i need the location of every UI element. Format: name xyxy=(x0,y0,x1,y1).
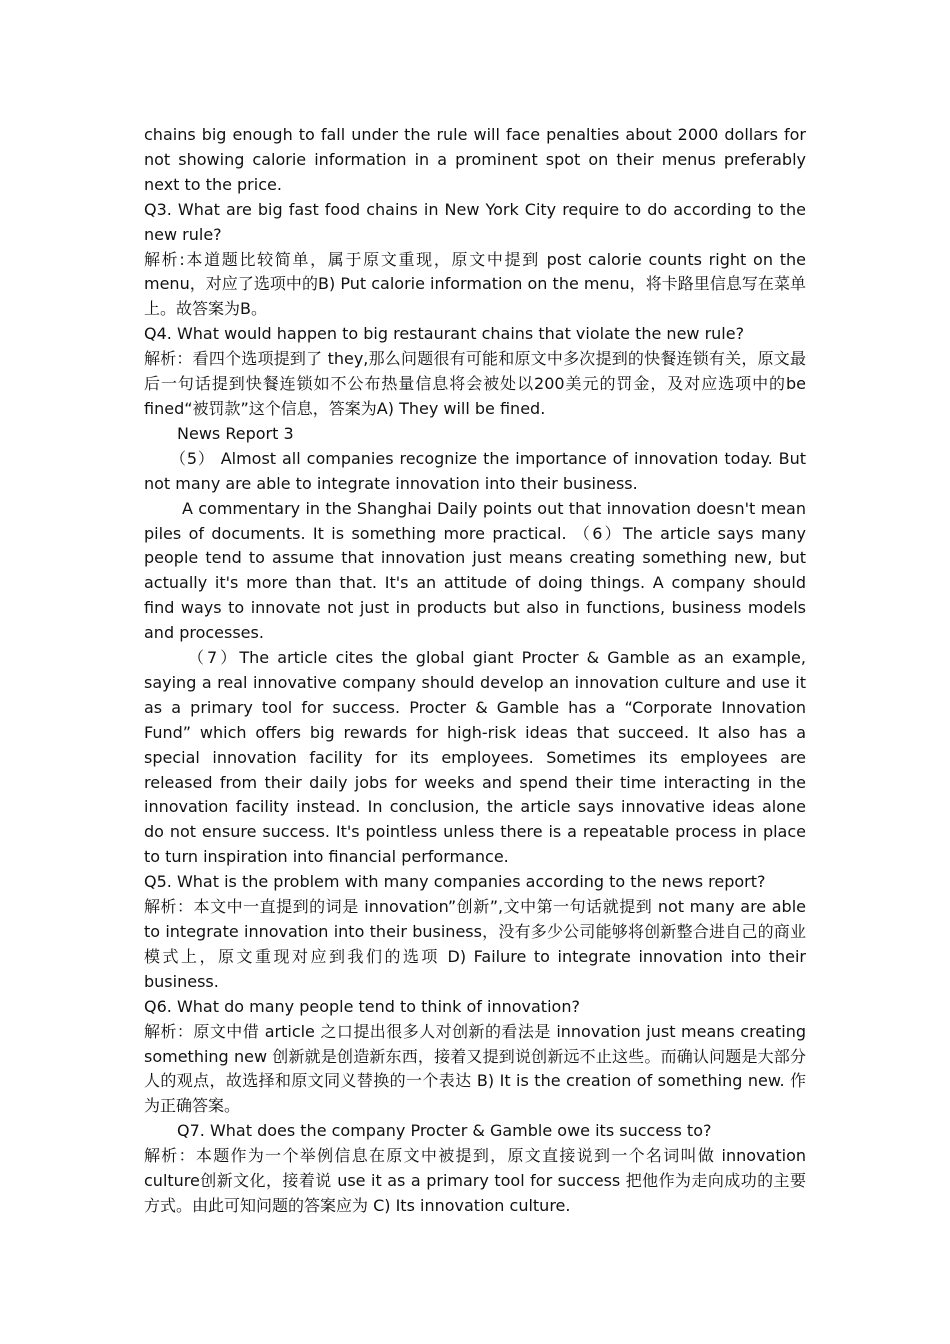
paragraph-procter-gamble: （7）The article cites the global giant Procter & Gamble as an example, saying a real innovative company should develop an innovation culture and use it as a primary tool for success. Procter & Gamble has a “Corporate Innovation Fund” which offers big rewards for high-risk ideas that succeed. It also has a special innovation facility for its employees. Sometimes its employees are released from their daily jobs for weeks and spend their time interacting in the innovation facility instead. In conclusion, the article says innovative ideas alone do not ensure success. It's pointless unless there is a repeatable process in place to turn inspiration into financial performance. xyxy=(144,648,806,867)
document-body xyxy=(144,123,806,1219)
paragraph-shanghai-daily: A commentary in the Shanghai Daily points out that innovation doesn't mean piles of documents. It is something more practical. （6）The article says many people tend to assume that innovation just means creating something new, but actually it's more than that. It's an attitude of doing things. A company should find ways to innovate not just in products but also in functions, business models and processes. xyxy=(144,498,806,643)
question-q3: Q3. What are big fast food chains in New York City require to do according to the new rule? xyxy=(144,199,806,244)
paragraph-innovation-intro: （5） Almost all companies recognize the importance of innovation today. But not many are able to integrate innovation into their business. xyxy=(144,448,806,493)
analysis-q4: 解析：看四个选项提到了 they,那么问题很有可能和原文中多次提到的快餐连锁有关，原文最后一句话提到快餐连锁如不公布热量信息将会被处以200美元的罚金，及对应选项中的be fined“被罚款”这个信息，答案为A) They will be fined. xyxy=(144,349,806,418)
paragraph-penalties: chains big enough to fall under the rule will face penalties about 2000 dollars for not showing calorie information in a prominent spot on their menus preferably next to the price. xyxy=(144,125,806,194)
question-q4: Q4. What would happen to big restaurant chains that violate the new rule? xyxy=(144,324,745,344)
question-q7: Q7. What does the company Procter & Gamble owe its success to? xyxy=(177,1121,712,1141)
analysis-q5: 解析：本文中一直提到的词是 innovation”创新”,文中第一句话就提到 not many are able to integrate innovation into their business，没有多少公司能够将创新整合进自己的商业模式上，原文重现对应到我们的选项 D) Failure to integrate innovation into their business. xyxy=(144,897,806,991)
analysis-q7: 解析：本题作为一个举例信息在原文中被提到，原文直接说到一个名词叫做 innovation culture创新文化，接着说 use it as a primary tool for success 把他作为走向成功的主要方式。由此可知问题的答案应为 C) Its innovation culture. xyxy=(144,1146,806,1215)
question-q5: Q5. What is the problem with many companies according to the news report? xyxy=(144,872,766,892)
analysis-q3: 解析:本道题比较简单，属于原文重现，原文中提到 post calorie counts right on the menu，对应了选项中的B) Put calorie information on the menu，将卡路里信息写在菜单上。故答案为B。 xyxy=(144,249,806,319)
section-heading-news-report-3: News Report 3 xyxy=(177,423,294,443)
analysis-q6: 解析：原文中借 article 之口提出很多人对创新的看法是 innovation just means creating something new 创新就是创造新东西，接着又提到说创新远不止这些。而确认问题是大部分人的观点，故选择和原文同义替换的一个表达 B) It is the creation of something new. 作为正确答案。 xyxy=(144,1021,806,1116)
question-q6: Q6. What do many people tend to think of innovation? xyxy=(144,996,580,1016)
